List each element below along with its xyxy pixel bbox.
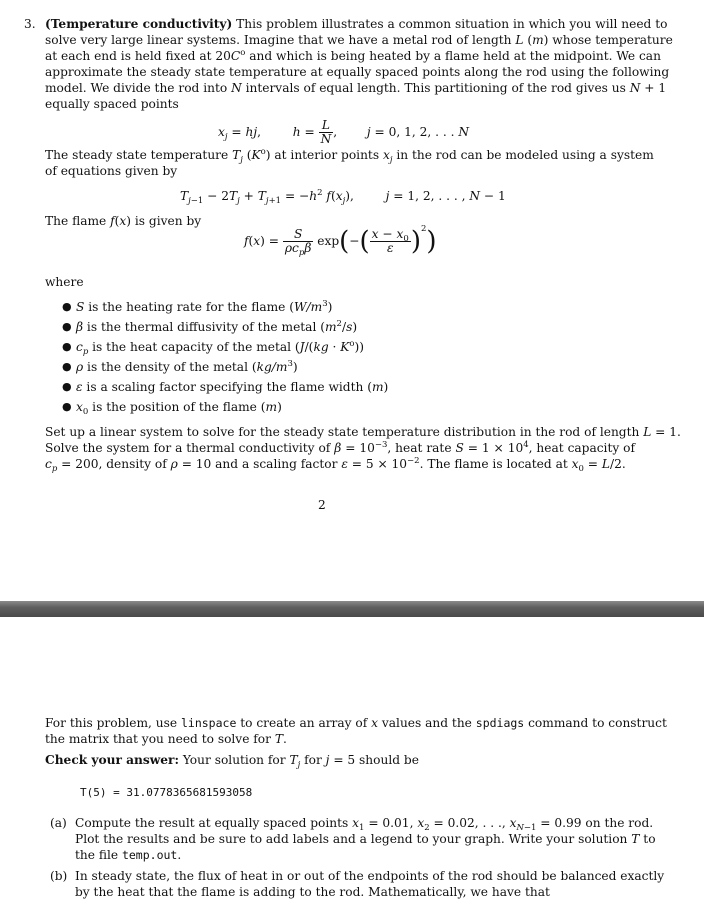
problem-number: 3.	[24, 17, 36, 31]
bullet-dot: ●	[62, 300, 72, 313]
bullet-heating-rate: S is the heating rate for the flame $(W/m^3)$	[76, 299, 333, 314]
part-b-line-2: by the heat that the flame is adding to the rod. Mathematically, we have that	[75, 885, 550, 899]
intro-line-6: equally spaced points	[45, 97, 179, 111]
part-a-label: (a)	[50, 816, 67, 830]
linspace-line-1: For this problem, use linspace to create an array of x values and the spdiags command to construct	[45, 716, 667, 730]
page-separator	[0, 601, 704, 617]
bullet-dot: ●	[62, 320, 72, 333]
bullet-dot: ●	[62, 400, 72, 413]
part-b-label: (b)	[50, 869, 68, 883]
page-number: 2	[318, 498, 326, 512]
where-label: where	[45, 275, 84, 289]
bullet-dot: ●	[62, 340, 72, 353]
part-a-line-3: the file temp.out.	[75, 848, 182, 862]
bullet-dot: ●	[62, 380, 72, 393]
bullet-density: ρ is the density of the metal $(kg/m^3)$	[76, 359, 298, 374]
setup-line-3: $c_p = 200$, density of ρ = 10 and a scaling factor $\varepsilon = 5 \times 10^{-2}$. The flame is located at $x_0 = L/2$.	[45, 456, 626, 474]
steady-line-1: The steady state temperature $T_j$ $(K^o)$ at interior points $x_j$ in the rod can be modeled using a system	[45, 147, 654, 165]
intro-line-1: (Temperature conductivity) This problem illustrates a common situation in which you will need to	[45, 17, 668, 31]
code-output: T(5) = 31.0778365681593058	[80, 786, 253, 799]
check-answer-label: Check your answer:	[45, 753, 179, 767]
equation-flame: f(x) = $\frac{S}{\rho c_p\beta}$ exp(−( $\frac{x - x_0}{\varepsilon}$ )$^2$)	[244, 224, 437, 258]
bullet-dot: ●	[62, 360, 72, 373]
bullet-heat-capacity: $c_p$ is the heat capacity of the metal $(J/(kg \cdot K^o))$	[76, 339, 364, 357]
part-a-line-2: Plot the results and be sure to add labels and a legend to your graph. Write your solution T to	[75, 832, 656, 846]
intro-line-3: at each end is held fixed at $20C^o$ and which is being heated by a flame held at the midpoint. We can	[45, 48, 661, 63]
flame-intro: The flame f(x) is given by	[45, 214, 202, 228]
problem-title: (Temperature conductivity)	[45, 17, 233, 31]
bullet-scaling-factor: ε is a scaling factor specifying the flame width (m)	[76, 380, 389, 394]
part-b-line-1: In steady state, the flux of heat in or out of the endpoints of the rod should be balanced exactly	[75, 869, 665, 883]
bullet-diffusivity: β is the thermal diffusivity of the metal $(m^2/s)$	[76, 319, 358, 334]
part-a-line-1: Compute the result at equally spaced points $x_1 = 0.01$, $x_2 = 0.02$, . . ., $x_{N-1} = 0.99$ on the rod.	[75, 816, 654, 833]
intro-line-4: approximate the steady state temperature at equally spaced points along the rod using the following	[45, 65, 670, 79]
setup-line-1: Set up a linear system to solve for the steady state temperature distribution in the rod of length L = 1.	[45, 425, 681, 439]
intro-line-5: model. We divide the rod into N intervals of equal length. This partitioning of the rod gives us N + 1	[45, 81, 667, 95]
document-page-3	[0, 617, 704, 904]
linspace-line-2: the matrix that you need to solve for T.	[45, 732, 287, 746]
equation-finite-difference: $T_{j-1} - 2T_j + T_{j+1} = -h^2$ $f(x_j)$, j = 1, 2, . . . , N − 1	[180, 188, 506, 206]
equation-grid-points: $x_j$ = hj, h = $\frac{L}{N}$ , j = 0, 1, 2, . . . N	[218, 118, 470, 146]
check-answer-line: Check your answer: Your solution for $T_j$ for j = 5 should be	[45, 753, 419, 770]
bullet-flame-position: $x_0$ is the position of the flame (m)	[76, 400, 282, 417]
intro-line-2: solve very large linear systems. Imagine that we have a metal rod of length L (m) whose temperature	[45, 33, 673, 47]
setup-line-2: Solve the system for a thermal conductivity of $\beta = 10^{-3}$, heat rate $S = 1 \times 10^4$, heat capacity of	[45, 440, 636, 455]
steady-line-2: of equations given by	[45, 164, 178, 178]
